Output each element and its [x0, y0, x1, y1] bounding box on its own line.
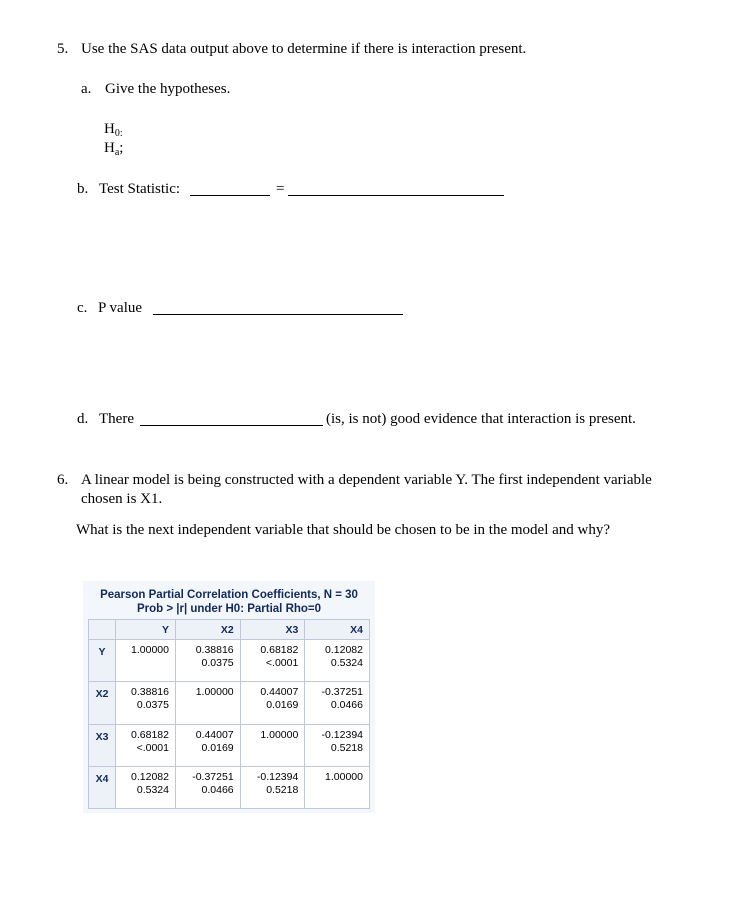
q5c-letter: c.: [77, 300, 88, 316]
p-value: <.0001: [265, 657, 299, 669]
q5d-letter: d.: [77, 411, 89, 427]
correlation-value: 1.00000: [195, 686, 234, 699]
p-value: 0.0466: [201, 783, 234, 796]
table-cell: [305, 724, 370, 766]
ha-line: [104, 139, 123, 162]
evidence-blank[interactable]: [140, 411, 323, 431]
p-value: 0.5324: [136, 783, 169, 796]
q5b-text: Test Statistic:: [99, 181, 181, 197]
test-statistic-name-blank[interactable]: [190, 181, 270, 201]
q5d-text-before: There: [99, 411, 134, 427]
correlation-value: 0.12082: [325, 644, 363, 656]
sas-title-line2: Prob > |r| under H0: Partial Rho=0: [136, 603, 322, 615]
correlation-value: 0.38816: [195, 644, 234, 656]
row-header: X4: [89, 766, 116, 808]
q6-question: What is the next independent variable that should be chosen to be in the model and why?: [76, 522, 611, 538]
p-value: 0.0169: [266, 699, 299, 712]
correlation-value: 1.00000: [131, 644, 169, 656]
ha-subscript: a: [114, 147, 120, 158]
column-header: X3: [240, 620, 305, 640]
table-row: [89, 724, 370, 766]
p-value: 0.5324: [330, 657, 363, 669]
table-cell: [305, 682, 370, 724]
table-cell: [240, 682, 305, 724]
table-cell: [116, 724, 176, 766]
table-cell: [240, 724, 305, 766]
correlation-value: 1.00000: [325, 770, 363, 783]
correlation-value: 0.44007: [260, 686, 299, 699]
correlation-table: [88, 619, 370, 809]
table-cell: [305, 766, 370, 808]
p-value-blank[interactable]: [153, 300, 403, 320]
q5b-letter: b.: [77, 181, 89, 197]
table-cell: [176, 724, 241, 766]
correlation-value: -0.12394: [321, 728, 363, 741]
correlation-value: 0.68182: [260, 644, 299, 656]
q5b-equals: =: [276, 181, 285, 197]
correlation-value: -0.37251: [192, 770, 234, 783]
p-value: 0.5218: [330, 741, 363, 754]
row-header: X3: [89, 724, 116, 766]
column-header: X2: [176, 620, 241, 640]
row-header: Y: [89, 640, 116, 682]
header-row: [89, 620, 370, 640]
table-cell: [240, 640, 305, 682]
test-statistic-value-blank[interactable]: [288, 181, 504, 201]
table-row: [89, 640, 370, 682]
p-value: 0.0169: [201, 741, 234, 754]
table-row: [89, 766, 370, 808]
q5-number: 5.: [57, 41, 69, 57]
table-cell: [176, 640, 241, 682]
p-value: 0.5218: [266, 783, 299, 796]
correlation-value: 1.00000: [260, 728, 299, 741]
q5a-text: Give the hypotheses.: [105, 81, 231, 97]
q6-line1: A linear model is being constructed with a dependent variable Y. The first independent variable: [81, 472, 652, 488]
table-cell: [116, 682, 176, 724]
corner-cell: [89, 620, 116, 640]
table-cell: [240, 766, 305, 808]
p-value: 0.0466: [330, 699, 363, 712]
p-value: 0.0375: [136, 699, 169, 712]
table-cell: [305, 640, 370, 682]
correlation-value: 0.44007: [195, 728, 234, 741]
correlation-value: 0.12082: [131, 770, 169, 783]
table-row: [89, 682, 370, 724]
q6-line2: chosen is X1.: [81, 491, 163, 507]
q5d-text-after: (is, is not) good evidence that interaction is present.: [326, 411, 636, 427]
p-value: <.0001: [136, 741, 169, 754]
q5a-letter: a.: [81, 81, 92, 97]
correlation-value: 0.68182: [131, 728, 169, 741]
q5c-text: P value: [98, 300, 143, 316]
ha-suffix: ;: [119, 140, 124, 156]
q6-number: 6.: [57, 472, 69, 488]
ha-symbol: H: [104, 140, 115, 156]
correlation-value: 0.38816: [131, 686, 169, 699]
sas-title-line1: Pearson Partial Correlation Coefficients, N = 30: [100, 589, 358, 601]
h0-symbol: H: [104, 121, 115, 137]
p-value: 0.0375: [201, 657, 234, 669]
row-header: X2: [89, 682, 116, 724]
h0-subscript: 0:: [114, 128, 123, 139]
correlation-value: -0.37251: [321, 686, 363, 699]
column-header: Y: [116, 620, 176, 640]
correlation-value: -0.12394: [256, 770, 299, 783]
sas-correlation-output: [83, 581, 375, 813]
table-cell: [176, 682, 241, 724]
column-header: X4: [305, 620, 370, 640]
table-cell: [116, 640, 176, 682]
q5-text: Use the SAS data output above to determine if there is interaction present.: [81, 41, 527, 57]
table-cell: [116, 766, 176, 808]
table-cell: [176, 766, 241, 808]
